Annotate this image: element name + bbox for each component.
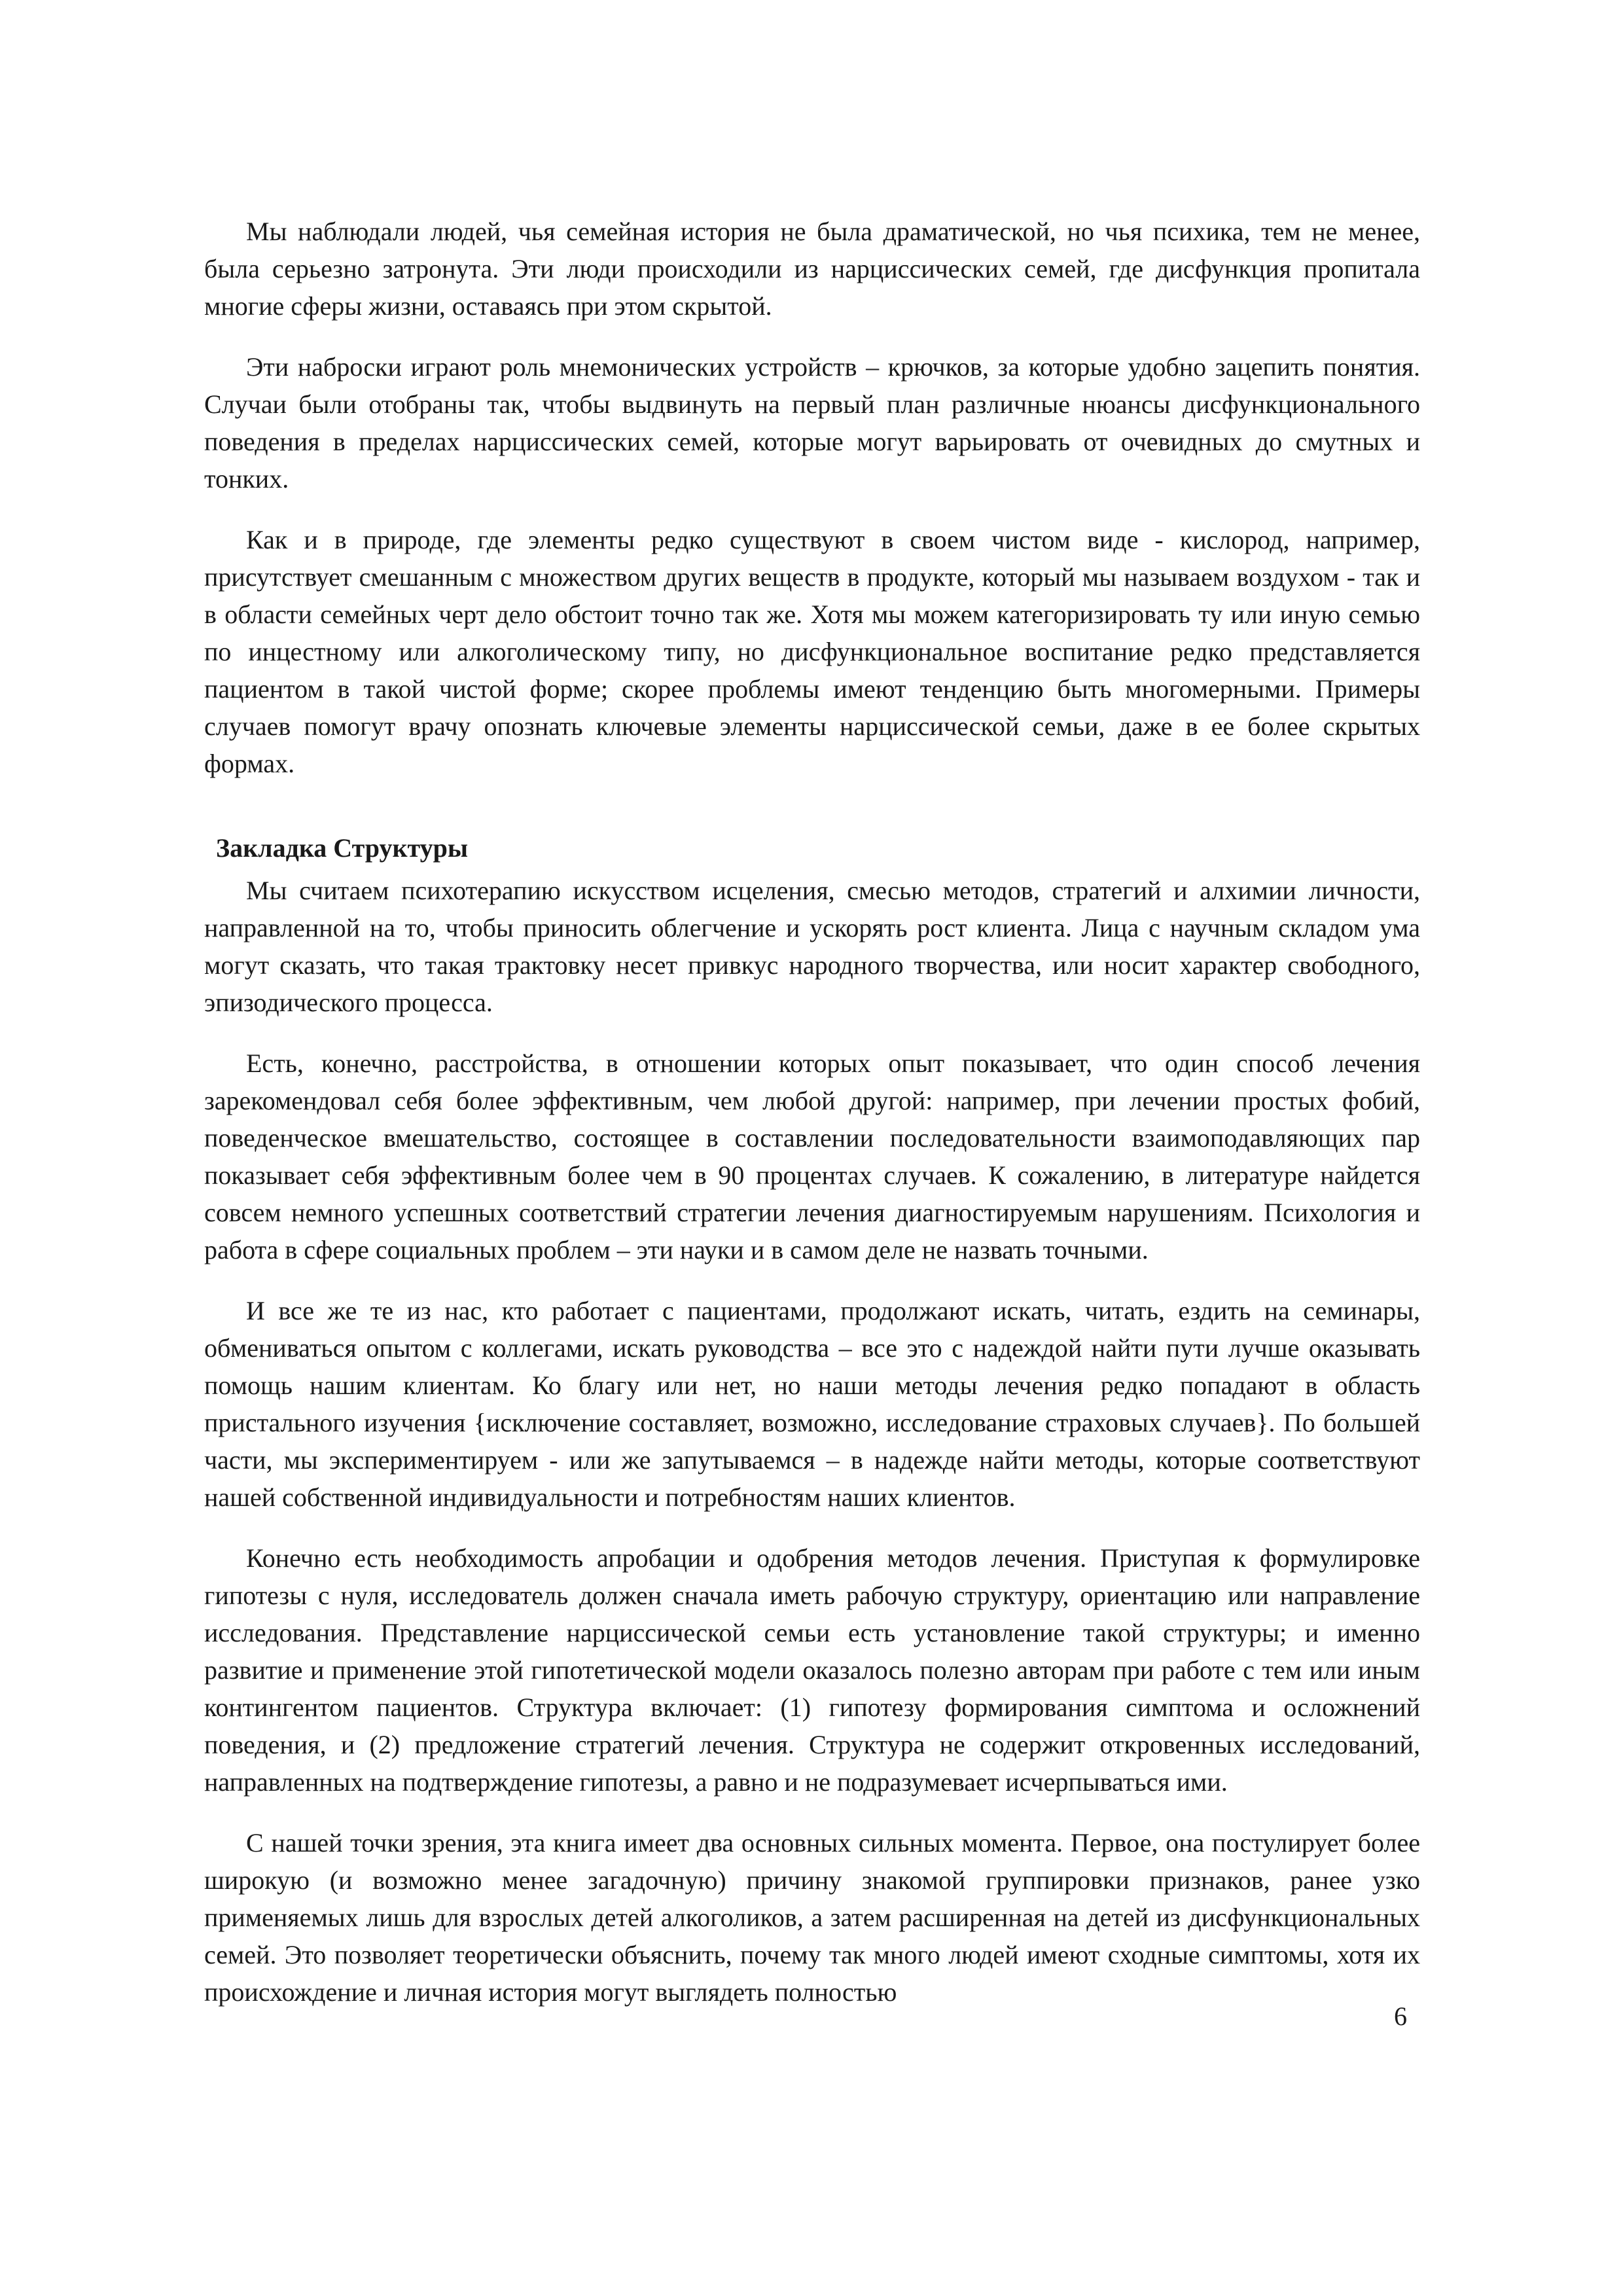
paragraph-8: С нашей точки зрения, эта книга имеет два основных сильных момента. Первое, она постулирует более широкую (и возможно менее загадочную) причину знакомой группировки признаков, ранее узко применяемых лишь для взрослых детей алкоголиков, а затем расширенная на детей из дисфункциональных семей. Это позволяет теоретически объяснить, почему так много людей имеют сходные симптомы, хотя их происхождение и личная история могут выглядеть полностью: [204, 1828, 1420, 2007]
page-number: 6: [1394, 2001, 1407, 2031]
paragraph-3: Как и в природе, где элементы редко существуют в своем чистом виде - кислород, например, присутствует смешанным с множеством других веществ в продукте, который мы называем воздухом - так и в области семейных черт дело обстоит точно так же. Хотя мы можем категоризировать ту или иную семью по инцестному или алкоголическому типу, но дисфункциональное воспитание редко представляется пациентом в такой чистой форме; скорее проблемы имеют тенденцию быть многомерными. Примеры случаев помогут врачу опознать ключевые элементы нарциссической семьи, даже в ее более скрытых формах.: [204, 525, 1420, 778]
section-heading: Закладка Структуры: [216, 833, 469, 863]
paragraph-2: Эти наброски играют роль мнемонических устройств – крючков, за которые удобно зацепить понятия. Случаи были отобраны так, чтобы выдвинуть на первый план различные нюансы дисфункционального поведения в пределах нарциссических семей, которые могут варьировать от очевидных до смутных и тонких.: [204, 352, 1420, 493]
paragraph-7: Конечно есть необходимость апробации и одобрения методов лечения. Приступая к формулировке гипотезы с нуля, исследователь должен сначала иметь рабочую структуру, ориентацию или направление исследования. Представление нарциссической семьи есть установление такой структуры; и именно развитие и применение этой гипотетической модели оказалось полезно авторам при работе с тем или иным контингентом пациентов. Структура включает: (1) гипотезу формирования симптома и осложнений поведения, и (2) предложение стратегий лечения. Структура не содержит откровенных исследований, направленных на подтверждение гипотезы, а равно и не подразумевает исчерпываться ими.: [204, 1543, 1420, 1797]
document-page: [204, 213, 1420, 2034]
paragraph-5: Есть, конечно, расстройства, в отношении которых опыт показывает, что один способ лечения зарекомендовал себя более эффективным, чем любой другой: например, при лечении простых фобий, поведенческое вмешательство, состоящее в составлении последовательности взаимоподавляющих пар показывает себя эффективным более чем в 90 процентах случаев. К сожалению, в литературе найдется совсем немного успешных соответствий стратегии лечения диагностируемым нарушениям. Психология и работа в сфере социальных проблем – эти науки и в самом деле не назвать точными.: [204, 1049, 1420, 1265]
paragraph-4: Мы считаем психотерапию искусством исцеления, смесью методов, стратегий и алхимии личности, направленной на то, чтобы приносить облегчение и ускорять рост клиента. Лица с научным складом ума могут сказать, что такая трактовку несет привкус народного творчества, или носит характер свободного, эпизодического процесса.: [204, 876, 1420, 1017]
paragraph-1: Мы наблюдали людей, чья семейная история не была драматической, но чья психика, тем не менее, была серьезно затронута. Эти люди происходили из нарциссических семей, где дисфункция пропитала многие сферы жизни, оставаясь при этом скрытой.: [204, 217, 1420, 321]
paragraph-6: И все же те из нас, кто работает с пациентами, продолжают искать, читать, ездить на семинары, обмениваться опытом с коллегами, искать руководства – все это с надеждой найти пути лучше оказывать помощь нашим клиентам. Ко благу или нет, но наши методы лечения редко попадают в область пристального изучения {исключение составляет, возможно, исследование страховых случаев}. По большей части, мы экспериментируем - или же запутываемся – в надежде найти методы, которые соответствуют нашей собственной индивидуальности и потребностям наших клиентов.: [204, 1296, 1420, 1512]
